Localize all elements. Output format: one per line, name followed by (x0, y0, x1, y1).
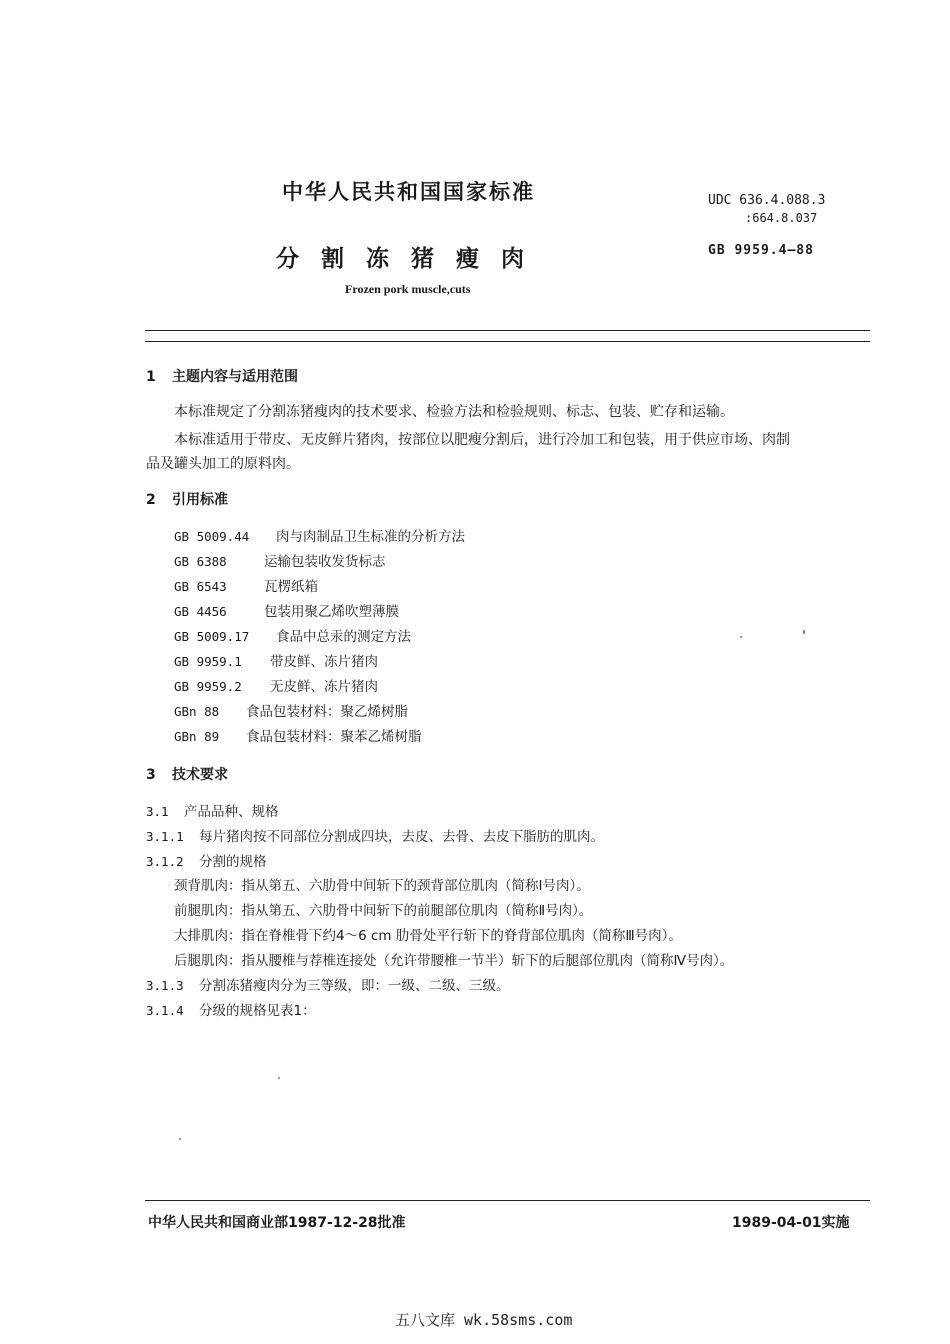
subsection-3-1 (146, 800, 279, 820)
scan-speck (803, 630, 805, 634)
reference-code: GB 5009.17 (174, 629, 250, 644)
udc-code-line2: :664.8.037 (745, 211, 818, 225)
section-3-heading (146, 764, 228, 784)
reference-code: GB 5009.44 (174, 529, 250, 544)
cut-spec-item: 后腿肌肉：指从腰椎与荐椎连接处（允许带腰椎一节半）斩下的后腿部位肌肉（简称Ⅳ号肉）。 (174, 953, 734, 969)
reference-item (174, 675, 378, 695)
section-1-paragraph-2-line-1: 本标准适用于带皮、无皮鲜片猪肉，按部位以肥瘦分割后，进行冷加工和包装，用于供应市场、肉制 (174, 432, 790, 448)
reference-code: GB 6388 (174, 554, 227, 569)
section-2-number: 2 (146, 492, 156, 508)
english-title: Frozen pork muscle,cuts (345, 282, 471, 296)
section-1-number: 1 (146, 369, 156, 385)
reference-name: 瓦楞纸箱 (264, 579, 318, 595)
subsection-3-1-3 (146, 974, 510, 994)
subsection-text: 每片猪肉按不同部位分割成四块，去皮、去骨、去皮下脂肪的肌肉。 (199, 829, 604, 845)
site-watermark: 五八文库 wk.58sms.com (395, 1311, 573, 1329)
cut-spec-item: 前腿肌肉：指从第五、六肋骨中间斩下的前腿部位肌肉（简称Ⅱ号肉）。 (174, 903, 593, 919)
scan-speck (740, 636, 742, 638)
reference-item (174, 650, 378, 670)
header-rule-top (145, 330, 870, 331)
subsection-title: 分割的规格 (199, 854, 267, 870)
reference-item (174, 550, 386, 570)
effective-date: 1989-04-01实施 (732, 1215, 850, 1231)
reference-item (174, 700, 408, 720)
national-standard-heading: 中华人民共和国国家标准 (282, 180, 535, 204)
scan-speck (278, 1077, 280, 1079)
subsection-text: 分级的规格见表1： (199, 1003, 316, 1019)
footer-rule (145, 1200, 870, 1201)
reference-name: 无皮鲜、冻片猪肉 (270, 679, 378, 695)
reference-item (174, 600, 399, 620)
reference-name: 运输包装收发货标志 (264, 554, 386, 570)
udc-code-line1: UDC 636.4.088.3 (708, 193, 826, 208)
section-2-title: 引用标准 (172, 492, 228, 508)
reference-name: 包装用聚乙烯吹塑薄膜 (264, 604, 399, 620)
subsection-number: 3.1.2 (146, 854, 184, 869)
subsection-title: 产品品种、规格 (184, 804, 279, 820)
reference-name: 带皮鲜、冻片猪肉 (270, 654, 378, 670)
reference-item (174, 525, 465, 545)
document-title: 分割冻猪瘦肉 (276, 246, 546, 272)
reference-code: GB 4456 (174, 604, 227, 619)
reference-name: 食品包装材料：聚苯乙烯树脂 (246, 729, 422, 745)
section-1-paragraph-2-line-2: 品及罐头加工的原料肉。 (146, 456, 300, 472)
reference-item (174, 625, 411, 645)
subsection-number: 3.1.3 (146, 978, 184, 993)
subsection-3-1-4 (146, 999, 316, 1019)
reference-code: GB 9959.2 (174, 679, 242, 694)
section-1-paragraph-1: 本标准规定了分割冻猪瘦肉的技术要求、检验方法和检验规则、标志、包装、贮存和运输。 (174, 404, 734, 420)
subsection-3-1-2 (146, 850, 267, 870)
approval-line: 中华人民共和国商业部1987-12-28批准 (148, 1215, 406, 1231)
reference-item (174, 725, 422, 745)
reference-name: 食品中总汞的测定方法 (276, 629, 411, 645)
reference-name: 肉与肉制品卫生标准的分析方法 (276, 529, 465, 545)
subsection-text: 分割冻猪瘦肉分为三等级，即：一级、二级、三级。 (199, 978, 510, 994)
section-2-heading (146, 489, 228, 509)
standard-number: GB 9959.4—88 (708, 243, 814, 258)
header-rule-bottom (145, 341, 870, 342)
cut-spec-item: 大排肌肉：指在脊椎骨下约4～6 cm 肋骨处平行斩下的脊背部位肌肉（简称Ⅲ号肉）。 (174, 928, 682, 944)
section-1-heading (146, 366, 298, 386)
reference-name: 食品包装材料：聚乙烯树脂 (246, 704, 408, 720)
subsection-number: 3.1.4 (146, 1003, 184, 1018)
reference-code: GB 6543 (174, 579, 227, 594)
subsection-number: 3.1.1 (146, 829, 184, 844)
section-3-number: 3 (146, 767, 156, 783)
reference-code: GBn 88 (174, 704, 220, 719)
cut-spec-item: 颈背肌肉：指从第五、六肋骨中间斩下的颈背部位肌肉（简称Ⅰ号肉）。 (174, 878, 590, 894)
scan-speck (179, 1138, 181, 1140)
reference-code: GB 9959.1 (174, 654, 242, 669)
reference-item (174, 575, 318, 595)
section-3-title: 技术要求 (172, 767, 228, 783)
reference-code: GBn 89 (174, 729, 220, 744)
subsection-number: 3.1 (146, 804, 169, 819)
section-1-title: 主题内容与适用范围 (172, 369, 298, 385)
subsection-3-1-1 (146, 825, 604, 845)
